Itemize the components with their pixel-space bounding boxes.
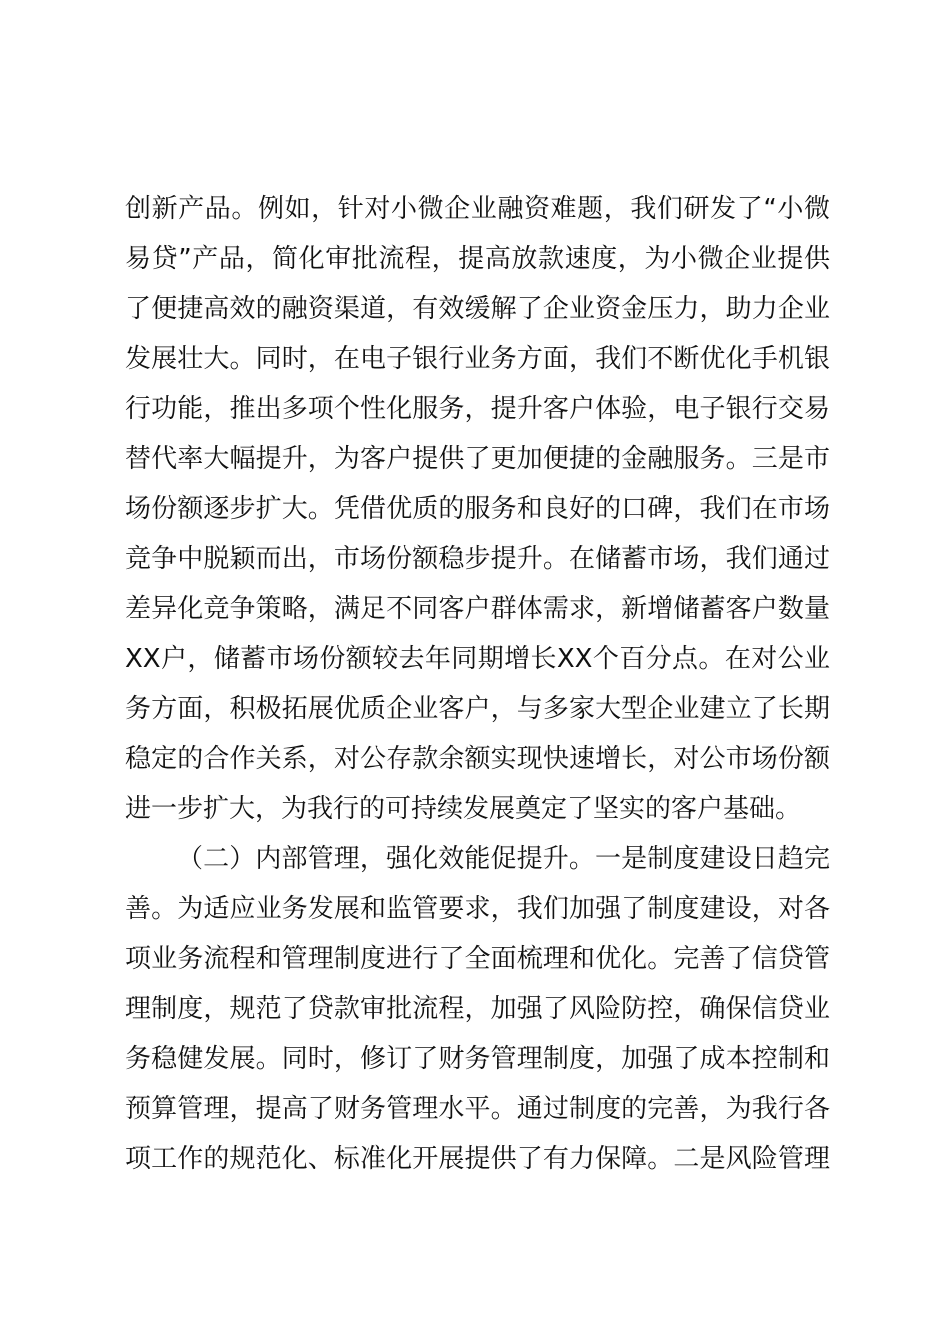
text-line-19: 预算管理，提高了财务管理水平。通过制度的完善，为我行各 <box>125 1094 830 1124</box>
text-line-4: 发展壮大。同时，在电子银行业务方面，我们不断优化手机银 <box>125 344 830 374</box>
text-line-11: 务方面，积极拓展优质企业客户，与多家大型企业建立了长期 <box>125 694 830 724</box>
text-line-16: 项业务流程和管理制度进行了全面梳理和优化。完善了信贷管 <box>125 944 830 974</box>
text-line-1: 创新产品。例如，针对小微企业融资难题，我们研发了“小微 <box>125 194 830 224</box>
text-line-15: 善。为适应业务发展和监管要求，我们加强了制度建设，对各 <box>125 894 830 924</box>
section-heading-line: （二）内部管理，强化效能促提升。一是制度建设日趋完 <box>177 844 830 874</box>
text-line-2: 易贷”产品，简化审批流程，提高放款速度，为小微企业提供 <box>125 244 830 274</box>
text-line-6: 替代率大幅提升，为客户提供了更加便捷的金融服务。三是市 <box>125 444 830 474</box>
text-line-18: 务稳健发展。同时，修订了财务管理制度，加强了成本控制和 <box>125 1044 830 1074</box>
text-line-10: XX户，储蓄市场份额较去年同期增长XX个百分点。在对公业 <box>125 644 830 674</box>
text-line-20: 项工作的规范化、标准化开展提供了有力保障。二是风险管理 <box>125 1144 830 1174</box>
text-line-12: 稳定的合作关系，对公存款余额实现快速增长，对公市场份额 <box>125 744 830 774</box>
text-line-3: 了便捷高效的融资渠道，有效缓解了企业资金压力，助力企业 <box>125 294 830 324</box>
text-line-7: 场份额逐步扩大。凭借优质的服务和良好的口碑，我们在市场 <box>125 494 830 524</box>
text-line-8: 竞争中脱颖而出，市场份额稳步提升。在储蓄市场，我们通过 <box>125 544 830 574</box>
text-line-9: 差异化竞争策略，满足不同客户群体需求，新增储蓄客户数量 <box>125 594 830 624</box>
text-line-17: 理制度，规范了贷款审批流程，加强了风险防控，确保信贷业 <box>125 994 830 1024</box>
text-line-5: 行功能，推出多项个性化服务，提升客户体验，电子银行交易 <box>125 394 830 424</box>
text-line-13: 进一步扩大，为我行的可持续发展奠定了坚实的客户基础。 <box>125 794 802 824</box>
